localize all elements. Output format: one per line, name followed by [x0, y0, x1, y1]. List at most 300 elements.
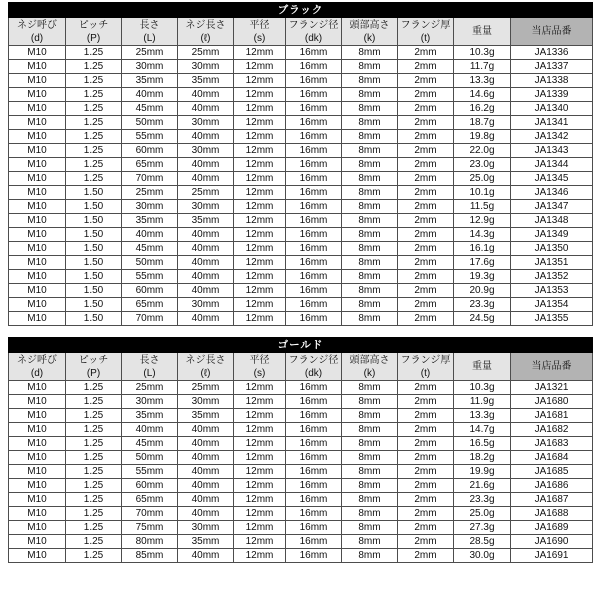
table-cell-part: JA1343 [511, 144, 593, 158]
table-cell-weight: 27.3g [454, 521, 511, 535]
table-cell-tl: 40mm [178, 242, 234, 256]
table-cell-s: 12mm [234, 535, 286, 549]
table-row [9, 437, 593, 451]
table-cell-weight: 10.3g [454, 381, 511, 395]
table-cell-part: JA1345 [511, 172, 593, 186]
table-cell-d: M10 [9, 60, 66, 74]
table-cell-tl: 40mm [178, 284, 234, 298]
table-cell-tl: 30mm [178, 116, 234, 130]
table-cell-weight: 11.5g [454, 200, 511, 214]
table-cell-p: 1.25 [66, 116, 122, 130]
table-cell-p: 1.50 [66, 284, 122, 298]
table-cell-t: 2mm [398, 549, 454, 563]
table-cell-l: 30mm [122, 395, 178, 409]
table-cell-t: 2mm [398, 521, 454, 535]
table-cell-d: M10 [9, 158, 66, 172]
table-cell-dk: 16mm [286, 312, 342, 326]
table-cell-dk: 16mm [286, 284, 342, 298]
column-header-part: 当店品番 [511, 18, 593, 46]
table-cell-tl: 30mm [178, 395, 234, 409]
table-cell-l: 45mm [122, 242, 178, 256]
table-cell-l: 30mm [122, 200, 178, 214]
table-cell-part: JA1336 [511, 46, 593, 60]
table-cell-p: 1.50 [66, 228, 122, 242]
table-row [9, 465, 593, 479]
table-cell-weight: 19.9g [454, 465, 511, 479]
table-cell-t: 2mm [398, 130, 454, 144]
table-cell-tl: 35mm [178, 535, 234, 549]
table-cell-k: 8mm [342, 507, 398, 521]
table-cell-k: 8mm [342, 521, 398, 535]
table-row [9, 186, 593, 200]
table-cell-d: M10 [9, 549, 66, 563]
column-header-weight: 重量 [454, 353, 511, 381]
table-cell-s: 12mm [234, 381, 286, 395]
table-cell-p: 1.25 [66, 549, 122, 563]
table-cell-s: 12mm [234, 186, 286, 200]
table-cell-part: JA1346 [511, 186, 593, 200]
table-cell-l: 30mm [122, 60, 178, 74]
table-cell-dk: 16mm [286, 521, 342, 535]
table-cell-weight: 17.6g [454, 256, 511, 270]
table-cell-l: 55mm [122, 270, 178, 284]
table-cell-part: JA1352 [511, 270, 593, 284]
table-cell-dk: 16mm [286, 88, 342, 102]
table-row [9, 60, 593, 74]
table-cell-dk: 16mm [286, 186, 342, 200]
table-cell-s: 12mm [234, 312, 286, 326]
column-header-t: フランジ厚 (t) [398, 353, 454, 381]
table-cell-part: JA1353 [511, 284, 593, 298]
table-cell-d: M10 [9, 186, 66, 200]
table-cell-l: 60mm [122, 479, 178, 493]
table-cell-s: 12mm [234, 493, 286, 507]
table-cell-l: 60mm [122, 144, 178, 158]
table-cell-l: 55mm [122, 130, 178, 144]
table-cell-s: 12mm [234, 74, 286, 88]
table-cell-p: 1.25 [66, 493, 122, 507]
table-cell-weight: 10.3g [454, 46, 511, 60]
table-cell-p: 1.50 [66, 186, 122, 200]
table-cell-tl: 40mm [178, 88, 234, 102]
table-cell-t: 2mm [398, 298, 454, 312]
table-cell-tl: 30mm [178, 60, 234, 74]
table-cell-tl: 25mm [178, 186, 234, 200]
table-cell-tl: 40mm [178, 437, 234, 451]
table-cell-d: M10 [9, 256, 66, 270]
table-cell-part: JA1685 [511, 465, 593, 479]
table-cell-dk: 16mm [286, 200, 342, 214]
spec-table-gold [8, 337, 593, 563]
table-cell-dk: 16mm [286, 437, 342, 451]
table-cell-l: 80mm [122, 535, 178, 549]
table-cell-tl: 25mm [178, 46, 234, 60]
table-cell-l: 35mm [122, 74, 178, 88]
table-cell-weight: 23.3g [454, 298, 511, 312]
table-cell-t: 2mm [398, 409, 454, 423]
table-cell-t: 2mm [398, 270, 454, 284]
table-cell-t: 2mm [398, 172, 454, 186]
table-cell-p: 1.25 [66, 479, 122, 493]
table-cell-k: 8mm [342, 395, 398, 409]
table-cell-weight: 22.0g [454, 144, 511, 158]
table-cell-dk: 16mm [286, 74, 342, 88]
table-cell-p: 1.50 [66, 242, 122, 256]
table-cell-k: 8mm [342, 451, 398, 465]
table-row [9, 298, 593, 312]
table-cell-s: 12mm [234, 437, 286, 451]
table-cell-part: JA1347 [511, 200, 593, 214]
table-cell-k: 8mm [342, 312, 398, 326]
table-cell-k: 8mm [342, 186, 398, 200]
table-cell-l: 70mm [122, 312, 178, 326]
table-cell-d: M10 [9, 130, 66, 144]
table-cell-l: 70mm [122, 172, 178, 186]
table-body-gold [9, 381, 593, 563]
table-cell-s: 12mm [234, 214, 286, 228]
table-cell-d: M10 [9, 270, 66, 284]
table-cell-part: JA1337 [511, 60, 593, 74]
table-cell-p: 1.25 [66, 172, 122, 186]
spec-table-black [8, 2, 593, 326]
column-header-part: 当店品番 [511, 353, 593, 381]
table-cell-dk: 16mm [286, 242, 342, 256]
table-row [9, 256, 593, 270]
table-cell-t: 2mm [398, 46, 454, 60]
table-cell-k: 8mm [342, 298, 398, 312]
table-cell-d: M10 [9, 395, 66, 409]
table-cell-p: 1.25 [66, 437, 122, 451]
table-title-row [9, 338, 593, 353]
table-cell-d: M10 [9, 298, 66, 312]
table-cell-t: 2mm [398, 423, 454, 437]
table-cell-d: M10 [9, 312, 66, 326]
table-cell-weight: 19.8g [454, 130, 511, 144]
table-row [9, 200, 593, 214]
table-cell-part: JA1689 [511, 521, 593, 535]
table-cell-l: 45mm [122, 102, 178, 116]
table-cell-dk: 16mm [286, 270, 342, 284]
table-cell-s: 12mm [234, 270, 286, 284]
table-row [9, 144, 593, 158]
table-cell-p: 1.25 [66, 535, 122, 549]
table-cell-k: 8mm [342, 493, 398, 507]
table-cell-k: 8mm [342, 214, 398, 228]
table-row [9, 312, 593, 326]
table-cell-t: 2mm [398, 395, 454, 409]
table-cell-t: 2mm [398, 214, 454, 228]
table-cell-weight: 21.6g [454, 479, 511, 493]
table-cell-weight: 18.2g [454, 451, 511, 465]
table-cell-p: 1.25 [66, 102, 122, 116]
table-cell-d: M10 [9, 535, 66, 549]
table-cell-t: 2mm [398, 242, 454, 256]
table-cell-dk: 16mm [286, 535, 342, 549]
table-cell-weight: 16.2g [454, 102, 511, 116]
column-header-l: 長さ (L) [122, 353, 178, 381]
table-cell-d: M10 [9, 521, 66, 535]
table-cell-tl: 30mm [178, 200, 234, 214]
table-row [9, 228, 593, 242]
table-title-row [9, 3, 593, 18]
table-cell-k: 8mm [342, 423, 398, 437]
table-row [9, 549, 593, 563]
table-cell-part: JA1355 [511, 312, 593, 326]
table-cell-d: M10 [9, 437, 66, 451]
table-cell-p: 1.25 [66, 158, 122, 172]
table-cell-t: 2mm [398, 535, 454, 549]
column-header-s: 平径 (s) [234, 18, 286, 46]
table-cell-s: 12mm [234, 451, 286, 465]
table-cell-k: 8mm [342, 116, 398, 130]
table-row [9, 242, 593, 256]
table-cell-s: 12mm [234, 423, 286, 437]
table-cell-d: M10 [9, 423, 66, 437]
column-header-dk: フランジ径 (dk) [286, 18, 342, 46]
table-cell-tl: 30mm [178, 144, 234, 158]
table-cell-s: 12mm [234, 507, 286, 521]
table-cell-t: 2mm [398, 144, 454, 158]
table-cell-k: 8mm [342, 535, 398, 549]
column-header-l: 長さ (L) [122, 18, 178, 46]
table-cell-dk: 16mm [286, 479, 342, 493]
table-cell-k: 8mm [342, 60, 398, 74]
table-cell-l: 85mm [122, 549, 178, 563]
table-cell-t: 2mm [398, 186, 454, 200]
table-cell-s: 12mm [234, 46, 286, 60]
table-cell-d: M10 [9, 172, 66, 186]
table-row [9, 116, 593, 130]
table-cell-dk: 16mm [286, 395, 342, 409]
table-row [9, 74, 593, 88]
table-cell-k: 8mm [342, 284, 398, 298]
table-cell-dk: 16mm [286, 144, 342, 158]
table-cell-part: JA1321 [511, 381, 593, 395]
table-cell-s: 12mm [234, 228, 286, 242]
table-cell-part: JA1339 [511, 88, 593, 102]
table-cell-dk: 16mm [286, 60, 342, 74]
table-cell-p: 1.25 [66, 507, 122, 521]
table-row [9, 535, 593, 549]
table-cell-l: 45mm [122, 437, 178, 451]
table-cell-p: 1.25 [66, 409, 122, 423]
table-row [9, 521, 593, 535]
table-cell-part: JA1349 [511, 228, 593, 242]
table-cell-dk: 16mm [286, 158, 342, 172]
table-cell-s: 12mm [234, 298, 286, 312]
table-row [9, 381, 593, 395]
table-title-black: ブラック [9, 3, 593, 18]
table-cell-dk: 16mm [286, 228, 342, 242]
table-cell-weight: 13.3g [454, 74, 511, 88]
table-cell-tl: 40mm [178, 256, 234, 270]
table-cell-s: 12mm [234, 116, 286, 130]
table-cell-dk: 16mm [286, 507, 342, 521]
column-header-d: ネジ呼び (d) [9, 18, 66, 46]
table-cell-s: 12mm [234, 130, 286, 144]
table-row [9, 479, 593, 493]
table-cell-part: JA1684 [511, 451, 593, 465]
table-cell-l: 55mm [122, 465, 178, 479]
table-cell-dk: 16mm [286, 451, 342, 465]
table-cell-dk: 16mm [286, 116, 342, 130]
table-cell-s: 12mm [234, 172, 286, 186]
table-cell-part: JA1350 [511, 242, 593, 256]
table-cell-k: 8mm [342, 381, 398, 395]
table-cell-part: JA1687 [511, 493, 593, 507]
table-cell-tl: 40mm [178, 130, 234, 144]
table-cell-k: 8mm [342, 270, 398, 284]
column-header-k: 頭部高さ (k) [342, 18, 398, 46]
table-cell-part: JA1691 [511, 549, 593, 563]
table-cell-tl: 40mm [178, 423, 234, 437]
table-cell-p: 1.50 [66, 200, 122, 214]
table-cell-l: 60mm [122, 284, 178, 298]
table-row [9, 409, 593, 423]
table-cell-weight: 28.5g [454, 535, 511, 549]
table-cell-d: M10 [9, 102, 66, 116]
table-cell-t: 2mm [398, 284, 454, 298]
table-cell-weight: 30.0g [454, 549, 511, 563]
table-cell-l: 65mm [122, 493, 178, 507]
table-cell-k: 8mm [342, 158, 398, 172]
table-cell-k: 8mm [342, 549, 398, 563]
table-cell-d: M10 [9, 88, 66, 102]
table-cell-d: M10 [9, 409, 66, 423]
table-cell-tl: 30mm [178, 521, 234, 535]
table-cell-p: 1.25 [66, 60, 122, 74]
table-cell-p: 1.25 [66, 381, 122, 395]
table-cell-weight: 11.9g [454, 395, 511, 409]
table-cell-t: 2mm [398, 493, 454, 507]
table-cell-k: 8mm [342, 409, 398, 423]
table-cell-weight: 13.3g [454, 409, 511, 423]
table-cell-d: M10 [9, 465, 66, 479]
table-cell-part: JA1683 [511, 437, 593, 451]
table-cell-p: 1.25 [66, 88, 122, 102]
column-header-row [9, 18, 593, 46]
table-cell-weight: 16.5g [454, 437, 511, 451]
table-cell-s: 12mm [234, 242, 286, 256]
table-cell-tl: 40mm [178, 312, 234, 326]
table-cell-weight: 10.1g [454, 186, 511, 200]
table-cell-d: M10 [9, 46, 66, 60]
table-cell-weight: 14.3g [454, 228, 511, 242]
table-cell-l: 35mm [122, 409, 178, 423]
table-cell-tl: 40mm [178, 465, 234, 479]
table-cell-dk: 16mm [286, 256, 342, 270]
table-title-gold: ゴールド [9, 338, 593, 353]
table-row [9, 46, 593, 60]
table-cell-k: 8mm [342, 437, 398, 451]
column-header-dk: フランジ径 (dk) [286, 353, 342, 381]
table-cell-part: JA1338 [511, 74, 593, 88]
table-cell-l: 40mm [122, 423, 178, 437]
table-cell-k: 8mm [342, 102, 398, 116]
table-cell-part: JA1344 [511, 158, 593, 172]
table-cell-weight: 14.6g [454, 88, 511, 102]
table-cell-t: 2mm [398, 228, 454, 242]
table-cell-k: 8mm [342, 228, 398, 242]
table-cell-dk: 16mm [286, 102, 342, 116]
table-cell-weight: 19.3g [454, 270, 511, 284]
table-cell-d: M10 [9, 479, 66, 493]
table-cell-dk: 16mm [286, 409, 342, 423]
table-row [9, 493, 593, 507]
table-cell-p: 1.50 [66, 214, 122, 228]
table-cell-dk: 16mm [286, 465, 342, 479]
table-cell-l: 65mm [122, 298, 178, 312]
table-cell-t: 2mm [398, 60, 454, 74]
table-cell-tl: 25mm [178, 381, 234, 395]
column-header-tl: ネジ長さ (ℓ) [178, 353, 234, 381]
table-cell-weight: 16.1g [454, 242, 511, 256]
table-cell-s: 12mm [234, 395, 286, 409]
table-cell-l: 75mm [122, 521, 178, 535]
table-cell-weight: 23.0g [454, 158, 511, 172]
table-cell-t: 2mm [398, 437, 454, 451]
table-cell-tl: 40mm [178, 507, 234, 521]
table-cell-weight: 25.0g [454, 507, 511, 521]
table-cell-k: 8mm [342, 242, 398, 256]
table-cell-s: 12mm [234, 465, 286, 479]
table-cell-tl: 40mm [178, 270, 234, 284]
table-cell-s: 12mm [234, 60, 286, 74]
table-cell-d: M10 [9, 242, 66, 256]
table-cell-l: 40mm [122, 88, 178, 102]
table-cell-d: M10 [9, 493, 66, 507]
table-cell-t: 2mm [398, 507, 454, 521]
table-cell-t: 2mm [398, 88, 454, 102]
table-cell-t: 2mm [398, 465, 454, 479]
table-cell-tl: 40mm [178, 158, 234, 172]
table-row [9, 172, 593, 186]
table-cell-k: 8mm [342, 74, 398, 88]
table-cell-p: 1.50 [66, 312, 122, 326]
table-cell-weight: 11.7g [454, 60, 511, 74]
table-cell-p: 1.25 [66, 130, 122, 144]
table-cell-l: 40mm [122, 228, 178, 242]
column-header-tl: ネジ長さ (ℓ) [178, 18, 234, 46]
table-cell-p: 1.50 [66, 270, 122, 284]
table-row [9, 102, 593, 116]
table-cell-l: 50mm [122, 256, 178, 270]
table-cell-d: M10 [9, 214, 66, 228]
table-row [9, 158, 593, 172]
table-cell-t: 2mm [398, 102, 454, 116]
table-cell-weight: 18.7g [454, 116, 511, 130]
table-cell-p: 1.50 [66, 256, 122, 270]
table-cell-tl: 35mm [178, 409, 234, 423]
table-cell-d: M10 [9, 74, 66, 88]
table-cell-d: M10 [9, 451, 66, 465]
column-header-p: ピッチ (P) [66, 18, 122, 46]
table-cell-part: JA1682 [511, 423, 593, 437]
table-cell-s: 12mm [234, 200, 286, 214]
table-cell-t: 2mm [398, 116, 454, 130]
table-cell-s: 12mm [234, 102, 286, 116]
table-cell-part: JA1681 [511, 409, 593, 423]
table-cell-d: M10 [9, 228, 66, 242]
table-cell-d: M10 [9, 381, 66, 395]
table-cell-k: 8mm [342, 88, 398, 102]
table-cell-k: 8mm [342, 256, 398, 270]
table-cell-p: 1.25 [66, 521, 122, 535]
table-row [9, 130, 593, 144]
table-cell-t: 2mm [398, 381, 454, 395]
table-cell-weight: 23.3g [454, 493, 511, 507]
table-row [9, 395, 593, 409]
